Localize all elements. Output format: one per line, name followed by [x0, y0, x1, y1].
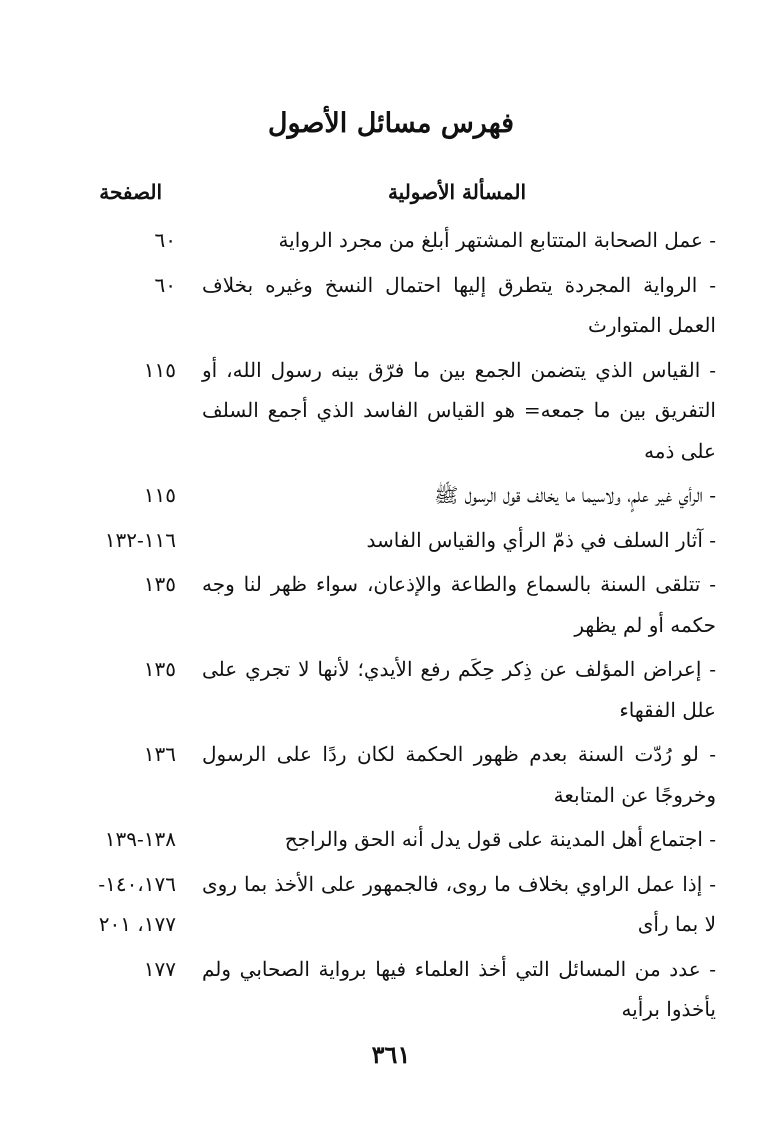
page-title: فهرس مسائل الأصول — [267, 108, 515, 139]
list-item — [66, 265, 716, 350]
header-issue-label: المسألة الأصولية — [387, 180, 526, 204]
index-page — [66, 0, 716, 1148]
entry-text: - إعراض المؤلف عن ذِكر حِكَم رفع الأيدي؛ لأنها لا تجري على علل الفقهاء — [202, 657, 716, 722]
list-item — [66, 734, 716, 819]
list-item — [66, 350, 716, 476]
list-item — [66, 864, 716, 949]
page-ref: ١٣٨-١٣٩ — [104, 827, 176, 851]
entry-text: - تتلقى السنة بالسماع والطاعة والإذعان، سواء ظهر لنا وجه حكمه أو لم يظهر — [202, 572, 716, 637]
entry-text: - عدد من المسائل التي أخذ العلماء فيها برواية الصحابي ولم يأخذوا برأيه — [202, 956, 716, 1021]
page-ref: ١٣٥ — [143, 657, 176, 681]
entry-text: - القياس الذي يتضمن الجمع بين ما فرّق بينه رسول الله، أو التفريق بين ما جمعه= هو القياس الفاسد الذي أجمع السلف على ذمه — [202, 357, 716, 463]
page-ref: ١٣٥ — [143, 572, 176, 596]
entry-pages — [66, 649, 176, 690]
list-item — [66, 649, 716, 734]
list-item — [66, 520, 716, 565]
list-item — [66, 220, 716, 265]
entry-text: - إذا عمل الراوي بخلاف ما روى، فالجمهور على الأخذ بما روى لا بما رأى — [202, 871, 716, 936]
page-ref: ١٧٧، ٢٠١ — [98, 912, 176, 936]
entry-text: - عمل الصحابة المتتابع المشتهر أبلغ من مجرد الرواية — [278, 228, 716, 252]
entry-text: - لو رُدّت السنة بعدم ظهور الحكمة لكان ردًا على الرسول وخروجًا عن المتابعة — [202, 742, 716, 807]
entry-pages — [66, 520, 176, 561]
page-ref: ١١٦-١٣٢ — [104, 527, 176, 552]
entry-pages — [66, 220, 176, 261]
entry-pages — [66, 819, 176, 860]
entry-pages — [66, 265, 176, 306]
entry-pages — [66, 864, 176, 945]
entry-pages — [66, 475, 176, 516]
list-item — [66, 949, 716, 1034]
entry-text: - الرأي غير علمٍ، ولاسيما ما يخالف قول الرسول ﷺ — [434, 483, 716, 507]
page-ref: ١١٥ — [143, 483, 176, 507]
page-ref: ٦٠ — [154, 272, 176, 297]
entry-text: - الرواية المجردة يتطرق إليها احتمال النسخ وغيره بخلاف العمل المتوارث — [202, 272, 716, 337]
entry-text: - آثار السلف في ذمّ الرأي والقياس الفاسد — [366, 527, 716, 552]
entry-text: - اجتماع أهل المدينة على قول يدل أنه الحق والراجح — [284, 827, 716, 851]
index-list — [66, 220, 716, 1034]
list-item — [66, 564, 716, 649]
page-ref: ١٣٦ — [143, 742, 176, 766]
list-item — [66, 475, 716, 520]
page-ref: ١١٥ — [143, 357, 176, 382]
page-number: ٣٦١ — [371, 1040, 411, 1069]
list-item — [66, 819, 716, 864]
entry-pages — [66, 949, 176, 990]
table-header — [66, 180, 716, 216]
entry-pages — [66, 350, 176, 391]
entry-pages — [66, 564, 176, 605]
entry-pages — [66, 734, 176, 775]
header-page-label: الصفحة — [99, 180, 162, 204]
page-ref: ١٤٠،١٧٦- — [98, 871, 176, 896]
page-ref: ٦٠ — [154, 228, 176, 252]
page-ref: ١٧٧ — [143, 956, 176, 981]
